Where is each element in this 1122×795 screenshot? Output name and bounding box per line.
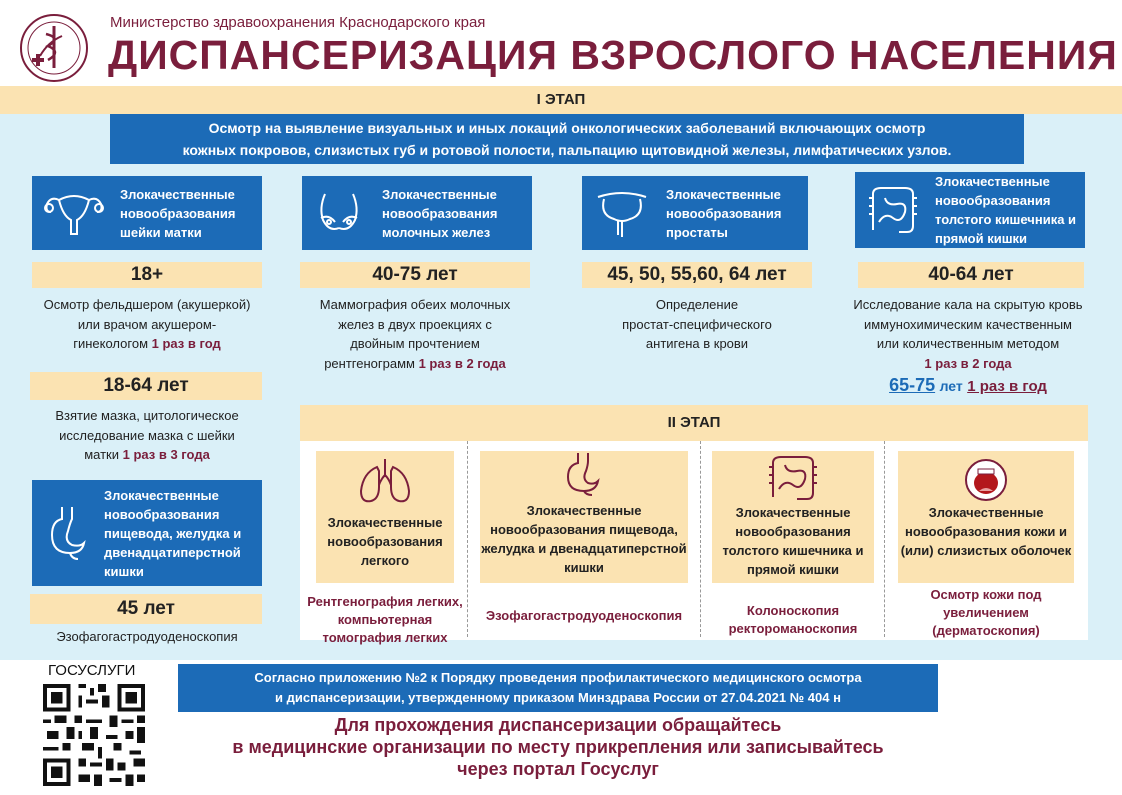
- stomach-icon: [32, 480, 102, 586]
- stage1-heading: I ЭТАП: [0, 86, 1122, 114]
- qr-code[interactable]: [38, 680, 150, 790]
- breast-icon: [302, 176, 376, 250]
- stomach-label: Злокачественные новообразования пищевода, желудка и двенадцатиперстной кишки: [104, 487, 242, 579]
- stage2-card-colon-label: Злокачественные новообразования толстого кишечника и прямой кишки: [722, 505, 864, 577]
- stage2-heading: II ЭТАП: [300, 405, 1088, 441]
- intro-line-1: Осмотр на выявление визуальных и иных локаций онкологических заболеваний включающих осмотр: [208, 120, 926, 136]
- stage2-card-lungs: [316, 451, 454, 583]
- colon-age-2: [828, 375, 1108, 396]
- stage2-card-stomach-desc: Эзофагогастродуоденоскопия: [485, 608, 683, 623]
- cervix-desc-2: [22, 406, 272, 465]
- legal-basis-box: [178, 664, 938, 712]
- colon-desc: [828, 295, 1108, 373]
- colon-desc-line-2: иммунохимическим качественным: [863, 316, 1072, 332]
- stage2-card-colon: [712, 451, 874, 583]
- prostate-card: [582, 176, 808, 250]
- colon-freq-2: 1 раз в год: [967, 378, 1047, 395]
- breast-desc-text: рентгенограмм: [324, 355, 415, 371]
- colon-age-2-number: 65-75: [889, 375, 936, 395]
- call-line-3: через портал Госуслуг: [457, 759, 659, 779]
- stage2-card-colon-desc: Колоноскопия ректороманоскопия: [728, 603, 858, 636]
- cervix-age-2: 18-64 лет: [30, 372, 262, 400]
- cervix-desc-1-line-2: или врачом акушером-: [77, 316, 217, 332]
- prostate-desc: [572, 295, 822, 354]
- mouth-icon: [898, 457, 1074, 503]
- uterus-icon: [32, 176, 116, 250]
- breast-desc-line-4: [290, 354, 540, 374]
- stage2-card-skin: [898, 451, 1074, 583]
- ministry-name: Министерство здравоохранения Краснодарского края: [110, 14, 486, 31]
- breast-card: [302, 176, 532, 250]
- cervix-freq-2: 1 раз в 3 года: [122, 447, 210, 462]
- cervix-freq-1: 1 раз в год: [151, 336, 221, 351]
- stomach-age: 45 лет: [30, 594, 262, 624]
- stage2-card-skin-desc: Осмотр кожи под увеличением (дерматоскопия): [930, 587, 1042, 638]
- breast-freq: 1 раз в 2 года: [418, 355, 506, 371]
- stage1-intro: [110, 114, 1024, 164]
- stage2-divider-2: [700, 441, 701, 637]
- cervix-desc-1-line-3: [22, 334, 272, 354]
- cervix-age-1: 18+: [32, 262, 262, 288]
- cervix-desc-1-line-1: Осмотр фельдшером (акушеркой): [43, 297, 251, 312]
- page-title: ДИСПАНСЕРИЗАЦИЯ ВЗРОСЛОГО НАСЕЛЕНИЯ: [108, 32, 1118, 78]
- cervix-desc-1-text: гинекологом: [73, 336, 149, 351]
- colon-outline-icon: [712, 453, 874, 503]
- cervix-desc-2-line-2: исследование мазка с шейки: [59, 427, 235, 443]
- call-line-2: в медицинские организации по месту прикрепления или записывайтесь: [232, 737, 884, 757]
- breast-label: Злокачественные новообразования молочных желез: [382, 186, 498, 240]
- breast-desc: [290, 295, 540, 373]
- colon-label: Злокачественные новообразования толстого кишечника и прямой кишки: [935, 174, 1077, 246]
- cervix-label: Злокачественные новообразования шейки матки: [120, 186, 236, 240]
- stage2-card-skin-label: Злокачественные новообразования кожи и (или) слизистых оболочек: [900, 505, 1072, 558]
- stage2-divider-1: [467, 441, 468, 637]
- prostate-desc-line-2: простат-специфического: [622, 316, 772, 332]
- call-line-1: Для прохождения диспансеризации обращайтесь: [334, 715, 782, 735]
- lungs-icon: [316, 457, 454, 507]
- breast-desc-line-1: Маммография обеих молочных: [319, 297, 511, 312]
- colon-age: 40-64 лет: [858, 262, 1084, 288]
- cervix-desc-2-line-1: Взятие мазка, цитологическое: [55, 408, 239, 423]
- breast-age: 40-75 лет: [300, 262, 530, 288]
- breast-desc-line-3: двойным прочтением: [350, 336, 480, 351]
- legal-line-1: Согласно приложению №2 к Порядку проведения профилактического медицинского осмотра: [254, 670, 862, 685]
- cervix-desc-2-line-3: [22, 445, 272, 465]
- cervix-desc-2-text: матки: [84, 447, 119, 462]
- intestine-icon: [855, 172, 931, 248]
- prostate-label: Злокачественные новообразования простаты: [666, 186, 782, 240]
- stomach-desc: Эзофагогастродуоденоскопия: [56, 629, 238, 644]
- stage2-card-lungs-label: Злокачественные новообразования легкого: [327, 515, 443, 568]
- prostate-age: 45, 50, 55,60, 64 лет: [582, 262, 812, 288]
- colon-card: [855, 172, 1085, 248]
- colon-desc-line-1: Исследование кала на скрытую кровь: [853, 297, 1083, 312]
- stomach-card: [32, 480, 262, 586]
- stage2-card-lungs-desc: Рентгенография легких, компьютерная томография легких: [307, 594, 463, 645]
- gosuslugi-label: ГОСУСЛУГИ: [48, 662, 136, 679]
- prostate-desc-line-3: антигена в крови: [645, 336, 749, 351]
- cervix-desc-1: [22, 295, 272, 354]
- stage2-card-stomach-label: Злокачественные новообразования пищевода, желудка и двенадцатиперстной кишки: [481, 503, 687, 575]
- call-to-action: [178, 714, 938, 780]
- legal-line-2: и диспансеризации, утвержденному приказом Минздрава России от 27.04.2021 № 404 н: [275, 690, 841, 705]
- breast-desc-line-2: желез в двух проекциях с: [338, 316, 492, 332]
- colon-desc-line-3: или количественным методом: [876, 336, 1060, 351]
- colon-freq: 1 раз в 2 года: [924, 355, 1012, 371]
- prostate-desc-line-1: Определение: [655, 297, 739, 312]
- prostate-icon: [582, 176, 662, 250]
- cervix-card: [32, 176, 262, 250]
- stage2-divider-3: [884, 441, 885, 637]
- stomach-outline-icon: [480, 451, 688, 497]
- colon-age-2-unit: лет: [939, 378, 963, 394]
- ministry-logo: [18, 12, 90, 84]
- stage2-card-stomach: [480, 451, 688, 583]
- intro-line-2: кожных покровов, слизистых губ и ротовой полости, пальпацию щитовидной железы, лимфатических узлов.: [182, 142, 952, 158]
